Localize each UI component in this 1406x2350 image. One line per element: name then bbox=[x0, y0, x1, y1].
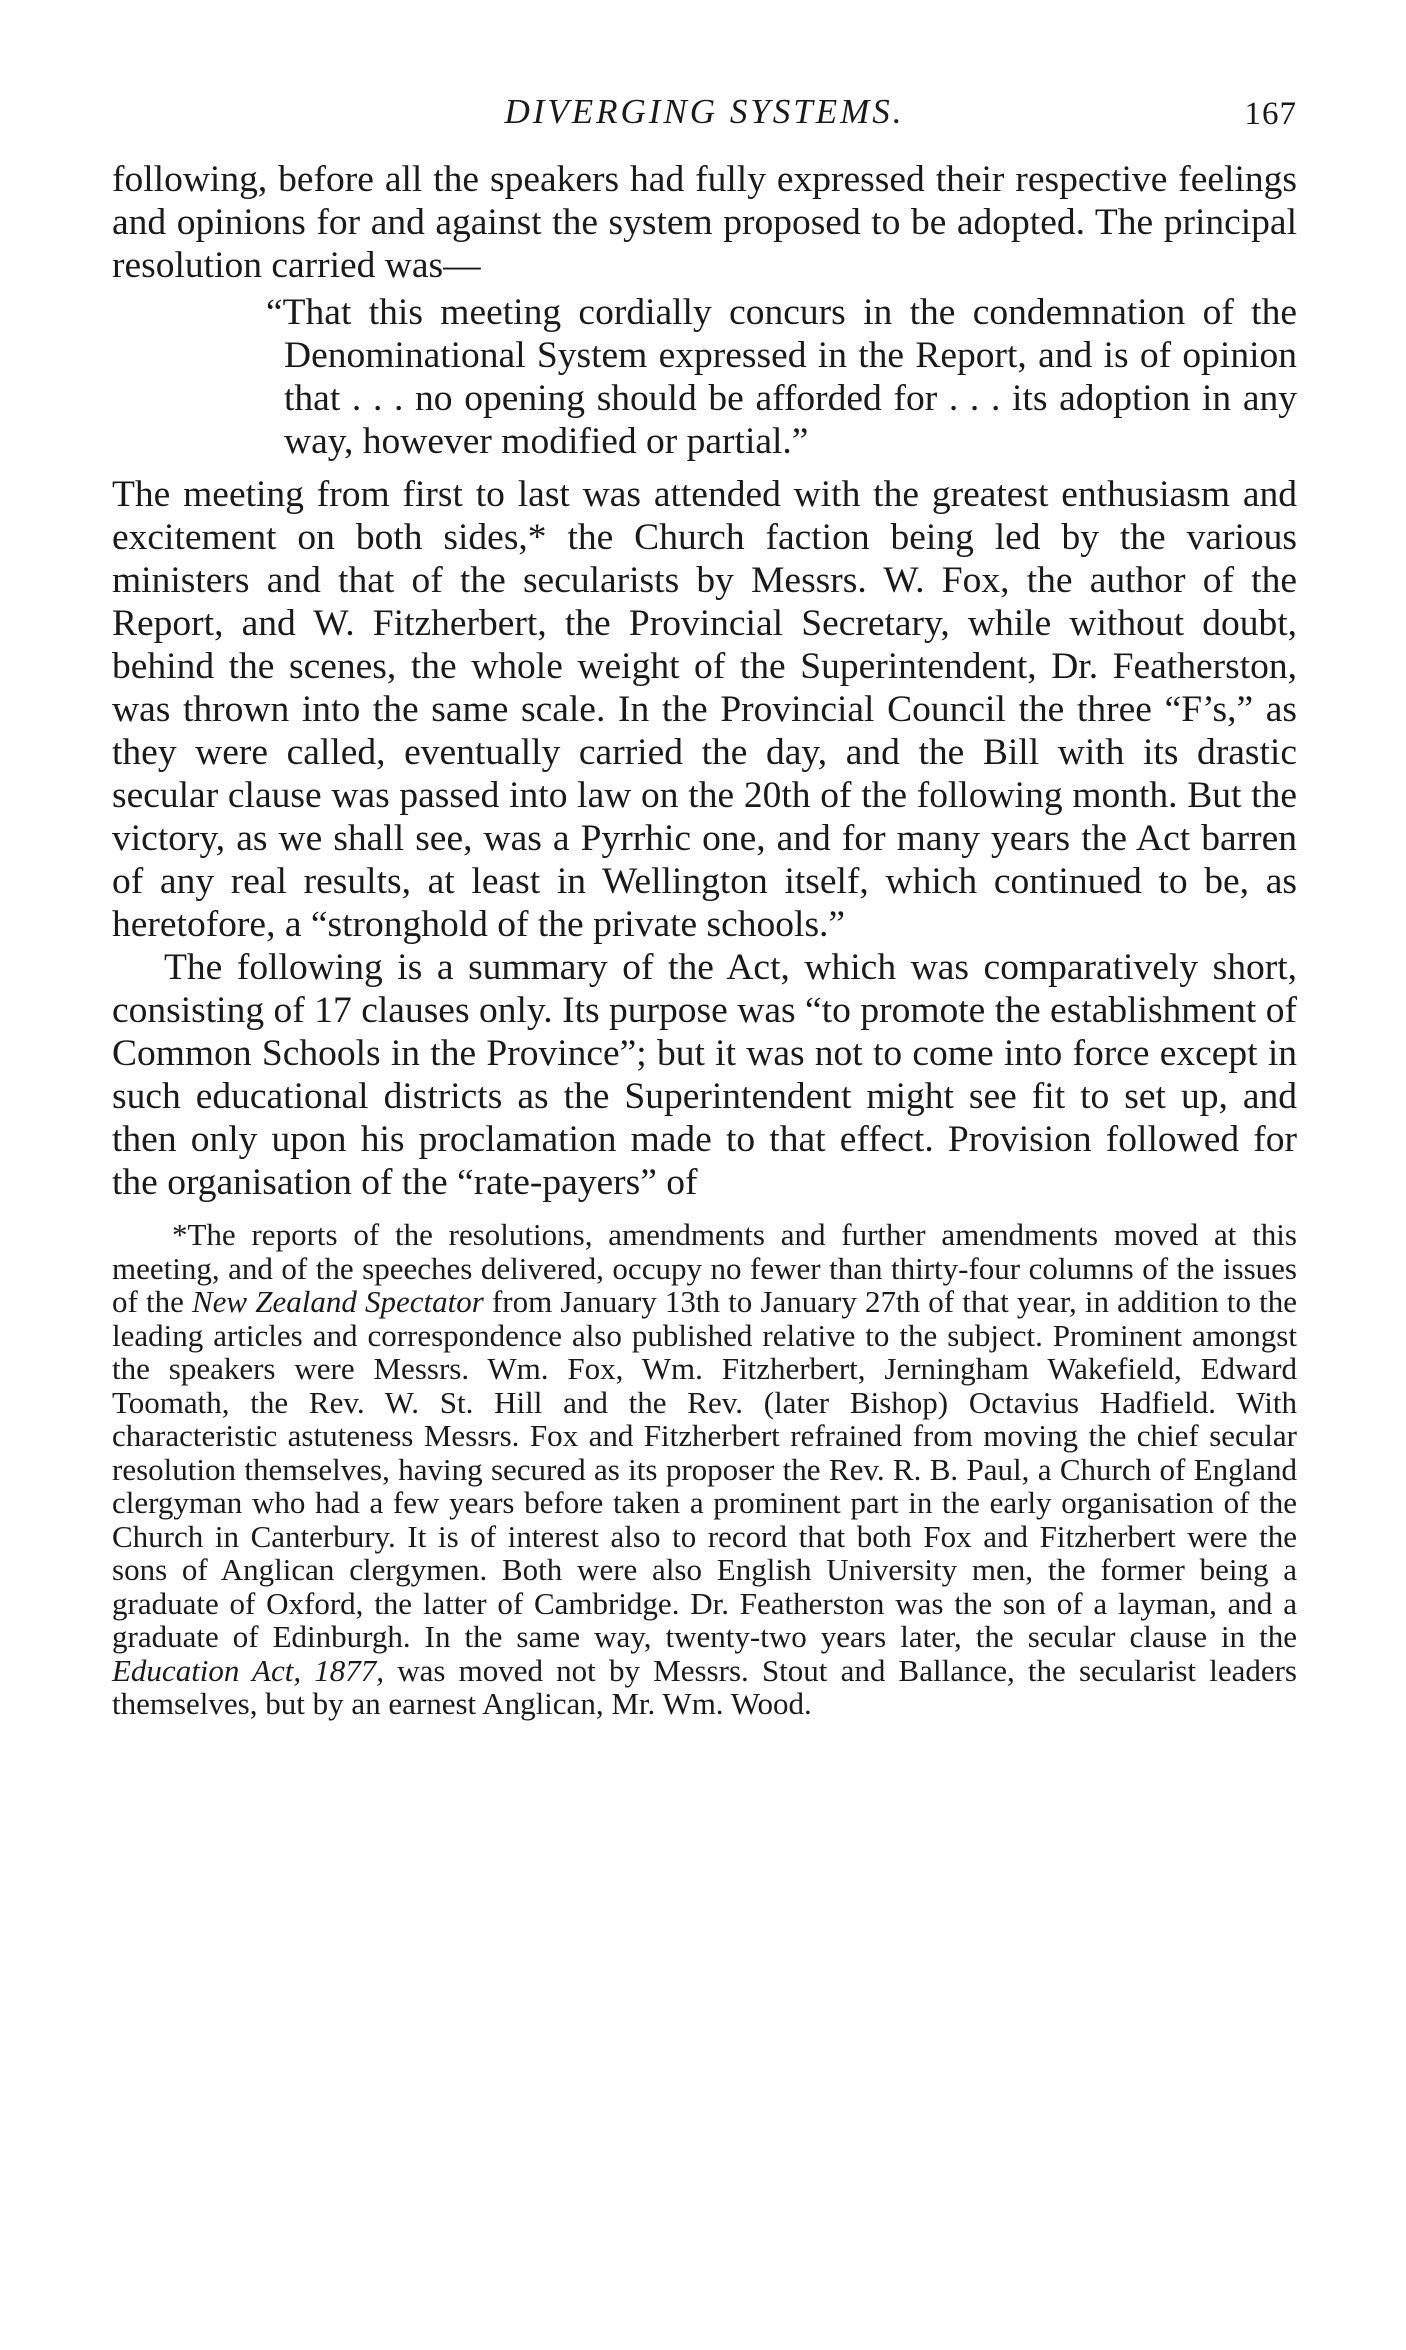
paragraph-continuation: following, before all the speakers had fully expressed their respective feelings and opinions for and against the system proposed to be adopted. The principal resolution carried was— bbox=[112, 159, 1297, 286]
footnote-text-2: from January 13th to January 27th of that year, in addition to the leading articles and correspondence also published relative to the subject. Prominent amongst the speakers were Messrs. Wm. Fox, Wm. Fitzherbert, Jerningham Wakefield, Edward Toomath, the Rev. W. St. Hill and the Rev. (later Bishop) Octavius Hadfield. With characteristic astuteness Messrs. Fox and Fitzherbert refrained from moving the chief secular resolution themselves, having secured as its proposer the Rev. R. B. Paul, a Church of England clergyman who had a few years before taken a prominent part in the early organisation of the Church in Canterbury. It is of interest also to record that both Fox and Fitzherbert were the sons of Anglican clergymen. Both were also English University men, the former being a graduate of Oxford, the latter of Cambridge. Dr. Featherston was the son of a layman, and a graduate of Edinburgh. In the same way, twenty-two years later, the secular clause in the bbox=[112, 1284, 1297, 1654]
footnote-text-3: was moved not by Messrs. Stout and Ballance, the secularist leaders themselves, but by an earnest Anglican, Mr. Wm. Wood. bbox=[112, 1652, 1297, 1721]
page-body bbox=[112, 158, 1297, 1721]
footnote bbox=[112, 1218, 1297, 1721]
running-title: DIVERGING SYSTEMS. bbox=[504, 92, 905, 131]
footnote-act-title: Education Act, 1877, bbox=[112, 1652, 385, 1688]
paragraph-act-summary: The following is a summary of the Act, which was comparatively short, consisting of 17 clauses only. Its purpose was “to promote the establishment of Common Schools in the Province”; but it was not to come into force except in such educational districts as the Superintendent might see fit to set up, and then only upon his proclamation made to that effect. Provision followed for the organisation of the “rate-payers” of bbox=[112, 947, 1297, 1203]
paragraph-meeting: The meeting from first to last was attended with the greatest enthusiasm and excitement on both sides,* the Church faction being led by the various ministers and that of the secularists by Messrs. W. Fox, the author of the Report, and W. Fitzherbert, the Provincial Secretary, while without doubt, behind the scenes, the whole weight of the Superintendent, Dr. Featherston, was thrown into the same scale. In the Provincial Council the three “F’s,” as they were called, eventually carried the day, and the Bill with its drastic secular clause was passed into law on the 20th of the following month. But the victory, as we shall see, was a Pyrrhic one, and for many years the Act barren of any real results, at least in Wellington itself, which continued to be, as heretofore, a “stronghold of the private schools.” bbox=[112, 474, 1297, 945]
page-header bbox=[112, 92, 1297, 152]
footnote-newspaper-title: New Zealand Spectator bbox=[192, 1284, 484, 1319]
footnote-text-1: *The reports of the resolutions, amendments and further amendments moved at this meeting, and of the speeches delivered, occupy no fewer than thirty-four columns of the issues of the bbox=[112, 1217, 1297, 1319]
page-number: 167 bbox=[1244, 96, 1297, 132]
resolution-quote: “That this meeting cordially concurs in the condemnation of the Denominational System expressed in the Report, and is of opinion that . . . no opening should be afforded for . . . its adoption in any way, however modified or partial.” bbox=[266, 292, 1297, 462]
